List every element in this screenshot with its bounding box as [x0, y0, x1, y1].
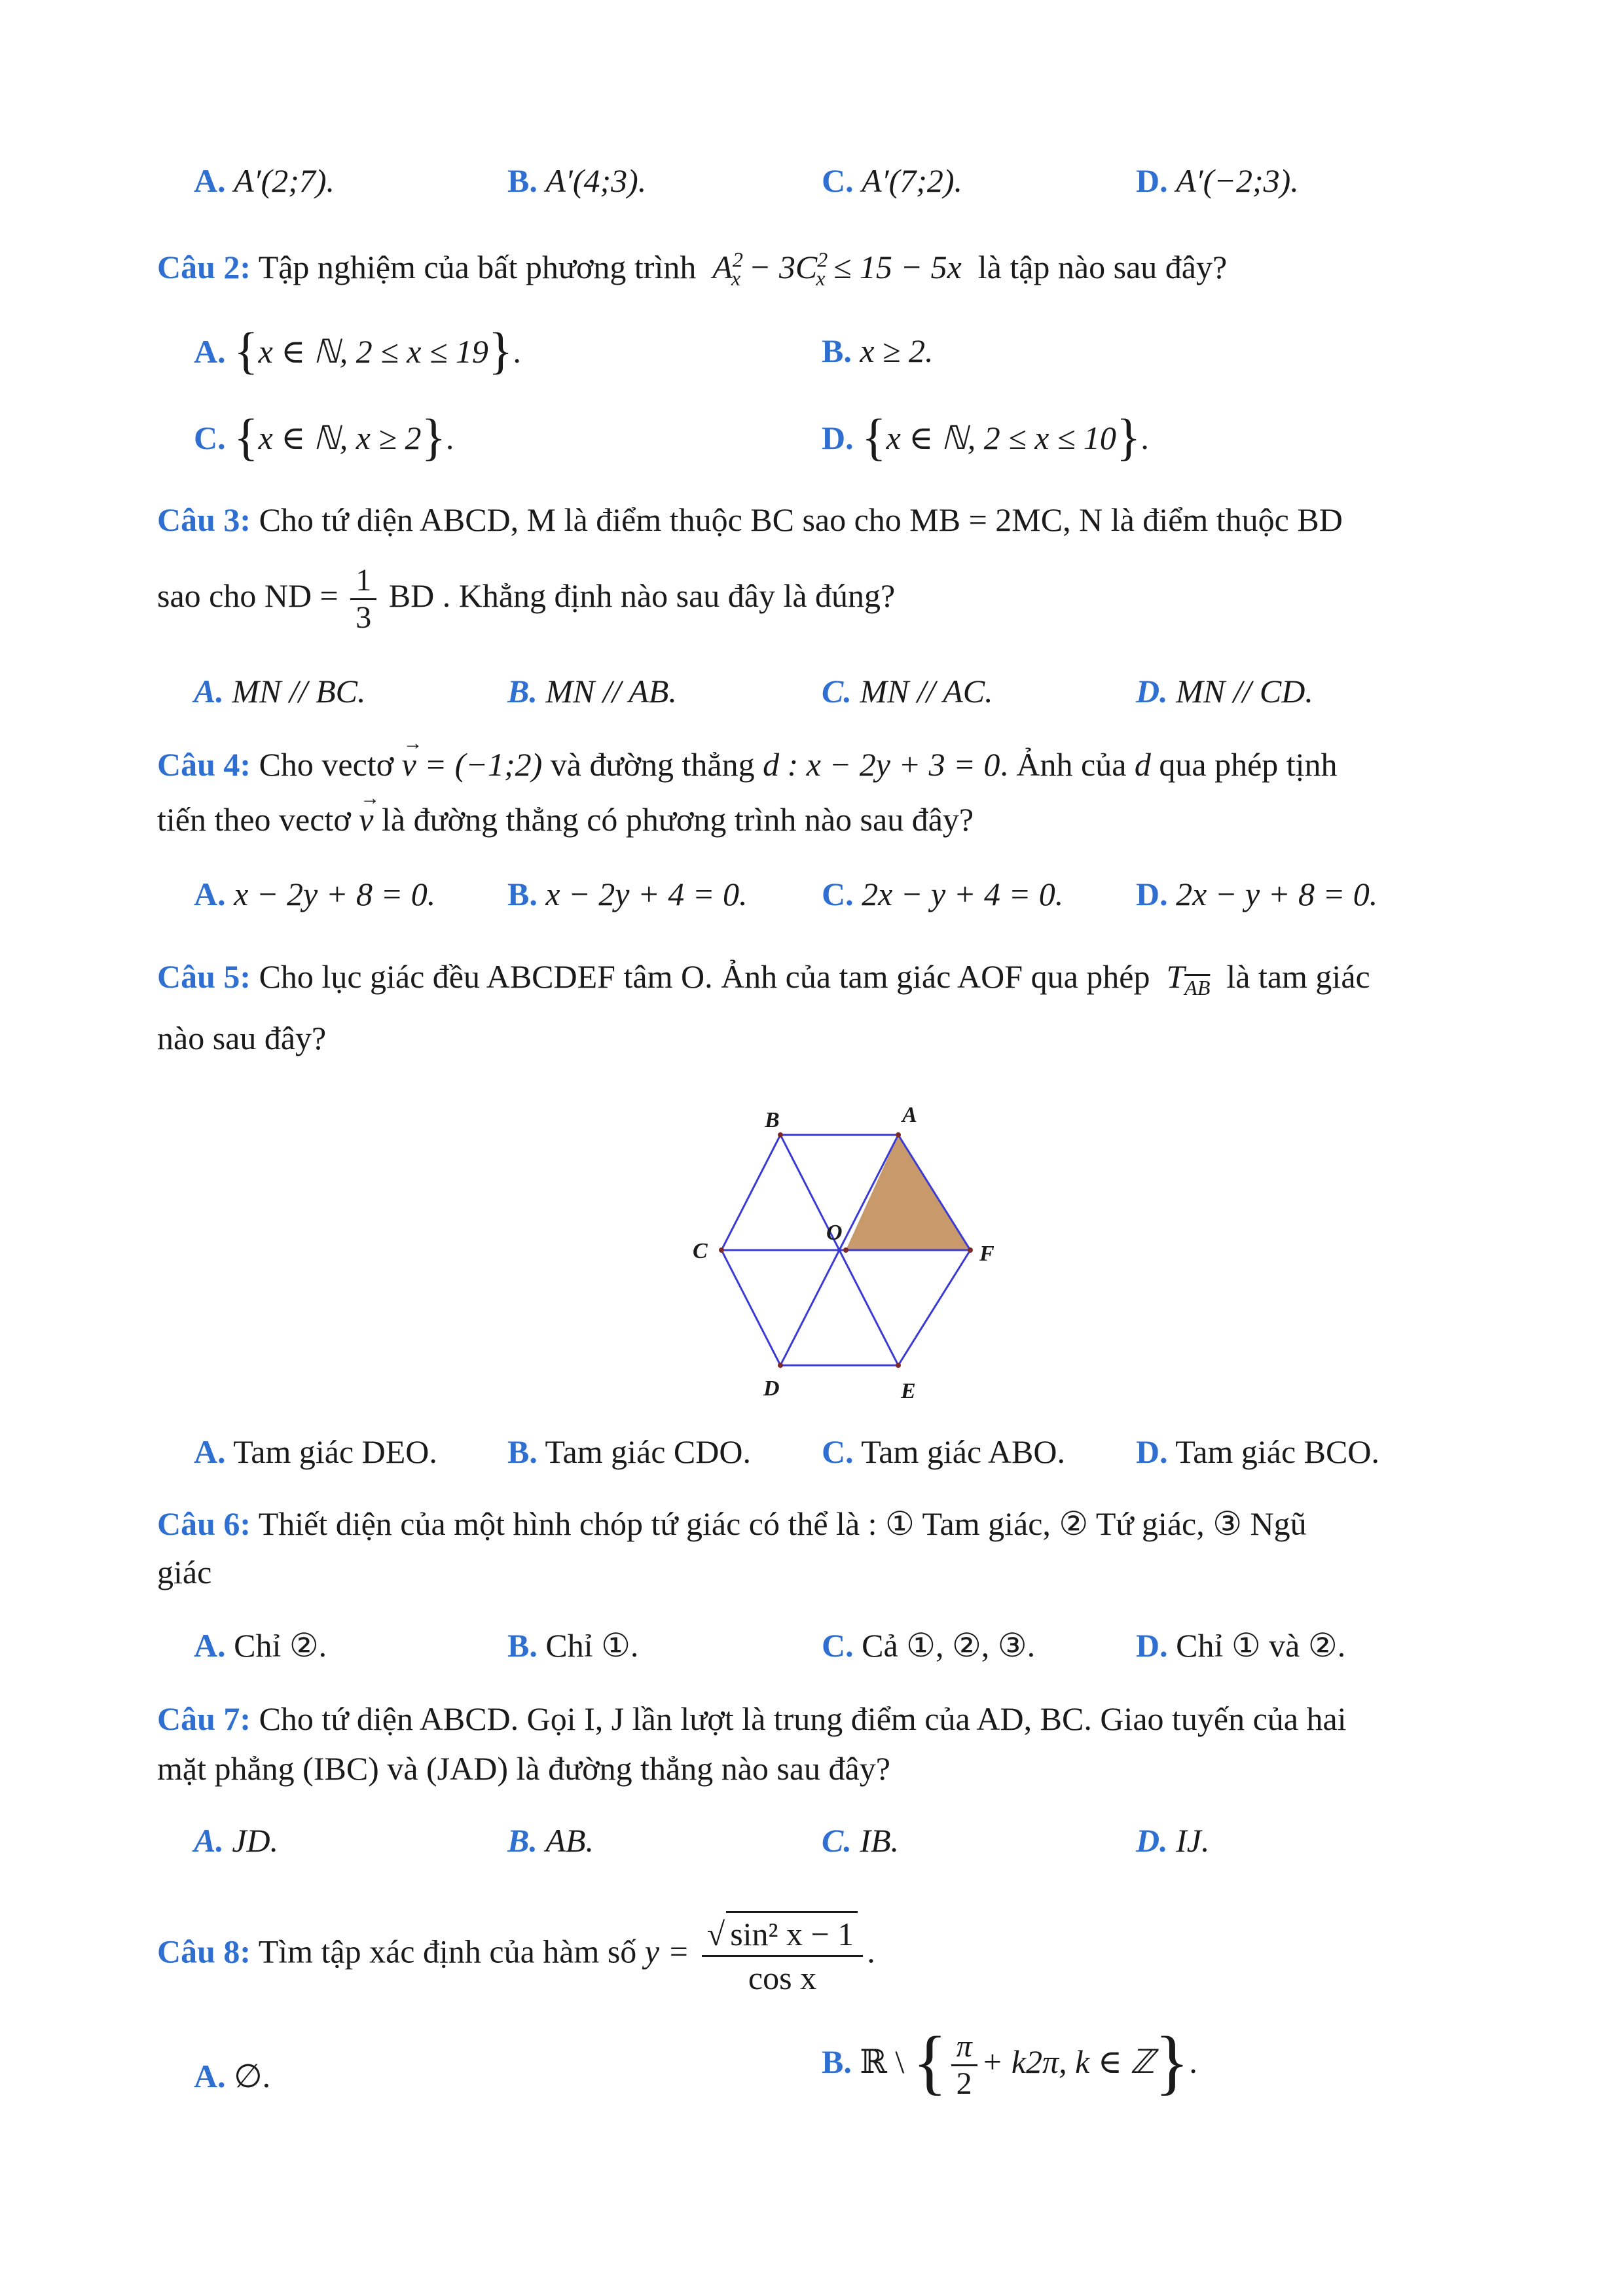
label-d: D [763, 1376, 780, 1401]
point-a [896, 1132, 901, 1138]
label-f: F [979, 1242, 994, 1266]
pi-over-two: $\frac{\pi}{2}$ [951, 2029, 977, 2102]
q3-option-c[interactable]: C. MN // AC. [822, 673, 993, 709]
label-e: E [901, 1379, 916, 1401]
label-c: C [693, 1239, 708, 1263]
q5-stem-line1: Câu 5: Cho lục giác đều ABCDEF tâm O. Ảnh của tam giác AOF qua phép $T_{\overline{AB}}$ là tam giác [157, 958, 1370, 999]
q3-fraction: $\frac{1}{3}$ [350, 563, 376, 636]
q4-stem-line1: Câu 4: Cho vectơ → v = (−1;2) và đường thẳng d : x − 2y + 3 = 0. Ảnh của d qua phép tịnh [157, 741, 1512, 788]
q3-stem-line1: Câu 3: Cho tứ diện ABCD, M là điểm thuộc BC sao cho MB = 2MC, N là điểm thuộc BD [157, 501, 1343, 538]
q1-option-c[interactable]: C. A′(7;2). [822, 162, 963, 199]
q4-option-b[interactable]: B. x − 2y + 4 = 0. [507, 876, 748, 912]
label-b: B [765, 1108, 780, 1132]
q7-stem-line1: Câu 7: Cho tứ diện ABCD. Gọi I, J lần lượt là trung điểm của AD, BC. Giao tuyến của hai [157, 1700, 1347, 1737]
translation-T-AB: $T_{\overline{AB}}$ [1158, 958, 1211, 999]
q7-option-d[interactable]: D. IJ. [1136, 1822, 1210, 1859]
q4-option-d[interactable]: D. 2x − y + 8 = 0. [1136, 876, 1378, 912]
q3-option-d[interactable]: D. MN // CD. [1136, 673, 1313, 709]
hexagon-figure [681, 1100, 1034, 1401]
q8-stem: Câu 8: Tìm tập xác định của hàm số y = $\frac{\text{√ sin² x − 1}}{\text{cos x}}$ . [157, 1911, 875, 1999]
point-d [778, 1363, 783, 1368]
q7-option-a[interactable]: A. JD. [194, 1822, 279, 1859]
q8-option-b[interactable]: B. ℝ \ { $\frac{\pi}{2}$ + k2π, k ∈ ℤ}. [822, 2021, 1197, 2102]
q1-option-a[interactable]: A. A′(2;7). [194, 162, 335, 199]
q5-option-b[interactable]: B. Tam giác CDO. [507, 1433, 751, 1470]
point-e [896, 1363, 901, 1368]
q3-option-b[interactable]: B. MN // AB. [507, 673, 677, 709]
q2-option-a[interactable]: A. {x ∈ ℕ, 2 ≤ x ≤ 19}. [194, 322, 521, 379]
point-o [843, 1247, 848, 1253]
q4-stem-line2: tiến theo vectơ → v là đường thẳng có phương trình nào sau đây? [157, 796, 974, 843]
q8-function-fraction: $\frac{\text{√ sin² x − 1}}{\text{cos x}}$ [702, 1911, 864, 1999]
q6-stem-line2: giác [157, 1554, 212, 1590]
q6-stem-line1: Câu 6: Thiết diện của một hình chóp tứ giác có thể là : ① Tam giác, ② Tứ giác, ③ Ngũ [157, 1505, 1307, 1542]
point-b [778, 1132, 783, 1138]
q7-stem-line2: mặt phẳng (IBC) và (JAD) là đường thẳng nào sau đây? [157, 1750, 890, 1787]
q8-option-a[interactable]: A. ∅. [194, 2058, 271, 2094]
q6-option-b[interactable]: B. Chỉ ①. [507, 1627, 639, 1664]
point-f [968, 1247, 973, 1253]
q2-option-b[interactable]: B. x ≥ 2. [822, 332, 934, 369]
q3-stem-line2: sao cho ND = $\frac{1}{3}$ BD . Khẳng định nào sau đây là đúng? [157, 563, 896, 635]
q2-stem: Câu 2: Tập nghiệm của bất phương trình $A^2_x - 3C^2_x \le 15 - 5x$ là tập nào sau đây? [157, 247, 1228, 290]
label-o: O [826, 1221, 843, 1245]
q4-option-c[interactable]: C. 2x − y + 4 = 0. [822, 876, 1064, 912]
q1-option-d[interactable]: D. A′(−2;3). [1136, 162, 1299, 199]
label-a: A [902, 1103, 917, 1127]
q2-inequality: $A^2_x - 3C^2_x \le 15 - 5x$ [704, 247, 970, 290]
q2-option-c[interactable]: C. {x ∈ ℕ, x ≥ 2}. [194, 408, 454, 465]
vector-v: → v [402, 741, 416, 788]
q5-stem-line2: nào sau đây? [157, 1020, 327, 1056]
q7-option-c[interactable]: C. IB. [822, 1822, 900, 1859]
q5-option-d[interactable]: D. Tam giác BCO. [1136, 1433, 1379, 1470]
q7-option-b[interactable]: B. AB. [507, 1822, 594, 1859]
q2-option-d[interactable]: D. {x ∈ ℕ, 2 ≤ x ≤ 10}. [822, 408, 1149, 465]
q6-option-a[interactable]: A. Chỉ ②. [194, 1627, 327, 1664]
q3-option-a[interactable]: A. MN // BC. [194, 673, 366, 709]
q1-option-b[interactable]: B. A′(4;3). [507, 162, 647, 199]
point-c [719, 1247, 724, 1253]
vector-v: → v [359, 796, 373, 843]
q6-option-c[interactable]: C. Cả ①, ②, ③. [822, 1627, 1036, 1664]
q5-option-c[interactable]: C. Tam giác ABO. [822, 1433, 1065, 1470]
q6-option-d[interactable]: D. Chỉ ① và ②. [1136, 1627, 1346, 1664]
q5-option-a[interactable]: A. Tam giác DEO. [194, 1433, 437, 1470]
q4-option-a[interactable]: A. x − 2y + 8 = 0. [194, 876, 436, 912]
